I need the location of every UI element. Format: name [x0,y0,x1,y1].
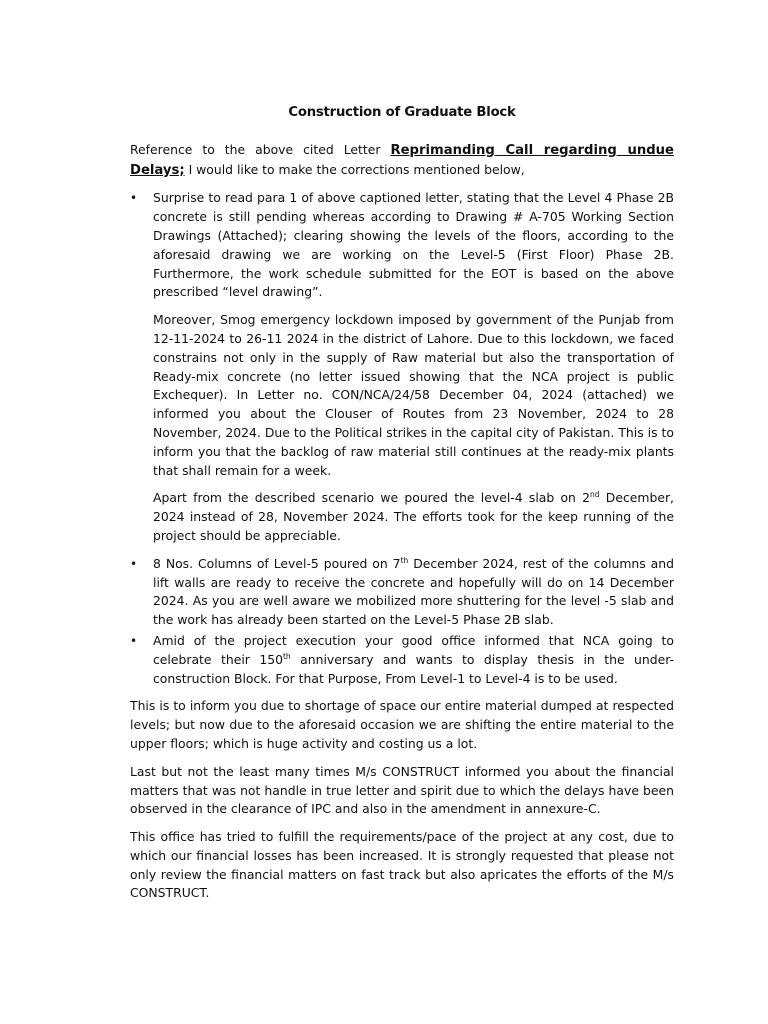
bullet1-para3-text: Apart from the described scenario we poured the level-4 slab on 2 [153,490,591,506]
space-shortage-paragraph: This is to inform you due to shortage of space our entire material dumped at respected levels; but now due to the aforesaid occasion we are shifting the entire material to the upper floors; which is huge activity and costing us a lot. [130,698,674,751]
ordinal-suffix: th [400,555,409,565]
financial-matters-paragraph: Last but not the least many times M/s CONSTRUCT informed you about the financial matters that was not handle in true letter and spirit due to which the delays have been observed in the clearance of IPC and also in the amendment in annexure-C. [130,763,674,817]
letter-body [130,104,674,912]
closing-paragraph: This office has tried to fulfill the requirements/pace of the project at any cost, due to which our financial losses has been increased. It is strongly requested that please not only review the financial matters on fast track but also apricates the efforts of the M/s CONSTRUCT. [130,829,674,901]
bullet2-text-rest: December 2024, rest of the columns and lift walls are ready to receive the concrete and hopefully will do on 14 December 2024. As you are well aware we mobilized more shuttering for the level -5 slab and the work has already been started on the Level-5 Phase 2B slab. [153,555,674,628]
document-title: Construction of Graduate Block [288,105,516,120]
bullet-icon: • [130,633,138,648]
list-item [130,189,674,545]
bullet1-para3 [153,489,674,545]
bullet-icon: • [130,191,138,206]
bullet3-text [153,632,674,688]
points-list [130,189,674,688]
intro-prefix: Reference to the above cited Letter [130,141,391,157]
bullet-icon: • [130,556,138,571]
ordinal-suffix: th [282,651,291,661]
bullet3-text-start: Amid of the project execution your good office informed that NCA going to celebrate their 150 [153,632,674,667]
bullet3-text-rest: anniversary and wants to display thesis in the under-construction Block. For that Purpose, From Level-1 to Level-4 is to be used. [153,651,675,686]
list-item [130,632,674,688]
bullet1-para1: Surprise to read para 1 of above captioned letter, stating that the Level 4 Phase 2B concrete is still pending whereas according to Drawing # A-705 Working Section Drawings (Attached); clearing showing the levels of the floors, according to the aforesaid drawing we are working on the Level-5 (First Floor) Phase 2B. Furthermore, the work schedule submitted for the EOT is based on the above prescribed “level drawing”. [153,190,674,300]
bullet1-para3-text-rest: December, 2024 instead of 28, November 2024. The efforts took for the keep running of the project should be appreciable. [153,490,674,543]
bullet1-para2: Moreover, Smog emergency lockdown imposed by government of the Punjab from 12-11-2024 to 26-11 2024 in the district of Lahore. Due to this lockdown, we faced constrains not only in the supply of Raw material but also the transportation of Ready-mix concrete (no letter issued showing that the NCA project is public Exchequer). In Letter no. CON/NCA/24/58 December 04, 2024 (attached) we informed you about the Clouser of Routes from 23 November, 2024 to 28 November, 2024. Due to the Political strikes in the capital city of Pakistan. This is to inform you that the backlog of raw material still continues at the ready-mix plants that shall remain for a week. [153,312,674,478]
letter-subject: Reprimanding Call regarding undue Delays; [130,142,675,178]
intro-paragraph [130,141,674,181]
list-item [130,555,674,630]
intro-suffix: I would like to make the corrections mentioned below, [184,161,525,177]
bullet2-text-start: 8 Nos. Columns of Level-5 poured on 7 [153,555,401,571]
bullet2-text [153,555,674,630]
ordinal-suffix: nd [590,490,600,500]
